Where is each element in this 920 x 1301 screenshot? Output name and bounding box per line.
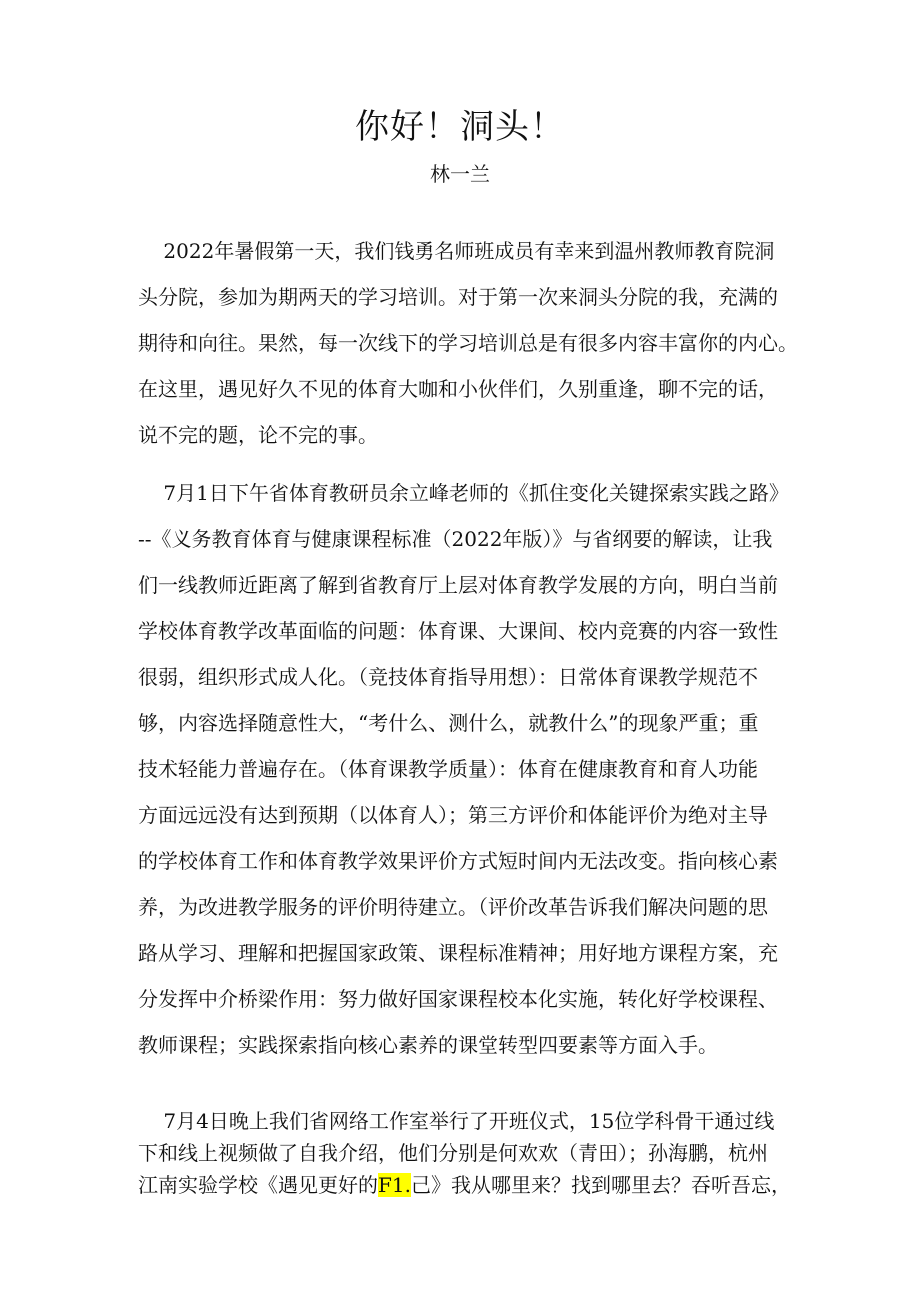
- paragraph-line: 分发挥中介桥梁作用：努力做好国家课程校本化实施，转化好学校课程、: [138, 987, 778, 1011]
- paragraph-line: 头分院，参加为期两天的学习培训。对于第一次来洞头分院的我，充满的: [138, 285, 778, 309]
- paragraph-line: 下和线上视频做了自我介绍，他们分别是何欢欢（青田）；孙海鹏，杭州: [138, 1141, 768, 1165]
- paragraph-line: 很弱，组织形式成人化。（竞技体育指导用想）：日常体育课教学规范不: [138, 665, 758, 689]
- paragraph-3: [138, 1105, 798, 1201]
- text-after-highlight: 己》我从哪里来？找到哪里去？吞听吾忘，: [410, 1173, 791, 1197]
- paragraph-line: 在这里，遇见好久不见的体育大咖和小伙伴们，久别重逢，聊不完的话，: [138, 377, 778, 401]
- paragraph-line-last: [138, 1169, 798, 1201]
- document-author: 林一兰: [430, 162, 490, 186]
- paragraph-line: 养，为改进教学服务的评价明待建立。（评价改革告诉我们解决问题的思: [138, 895, 768, 919]
- paragraph-line: 2022年暑假第一天，我们钱勇名师班成员有幸来到温州教师教育院洞: [138, 239, 775, 263]
- paragraph-line: --《义务教育体育与健康课程标准（2022年版）》与省纲要的解读，让我: [138, 527, 773, 551]
- paragraph-line: 路从学习、理解和把握国家政策、课程标准精神；用好地方课程方案，充: [138, 941, 778, 965]
- paragraph-line: 学校体育教学改革面临的问题：体育课、大课间、校内竞赛的内容一致性: [138, 619, 778, 643]
- paragraph-line: 7月4日晚上我们省网络工作室举行了开班仪式，15位学科骨干通过线: [138, 1109, 775, 1133]
- paragraph-line: 们一线教师近距离了解到省教育厅上层对体育教学发展的方向，明白当前: [138, 573, 778, 597]
- paragraph-line: 7月1日下午省体育教研员余立峰老师的《抓住变化关键探索实践之路》: [138, 481, 789, 505]
- paragraph-line: 技术轻能力普遍存在。（体育课教学质量）：体育在健康教育和育人功能: [138, 757, 758, 781]
- paragraph-1: [138, 228, 798, 458]
- paragraph-line: 方面远远没有达到预期（以体育人）；第三方评价和体能评价为绝对主导: [138, 803, 768, 827]
- text-before-highlight: 江南实验学校《遇见更好的: [138, 1173, 378, 1197]
- paragraph-line: 教师课程；实践探索指向核心素养的课堂转型四要素等方面入手。: [138, 1033, 718, 1057]
- paragraph-2: [138, 470, 798, 1068]
- highlighted-text: F1.: [378, 1173, 411, 1197]
- paragraph-line: 够，内容选择随意性大，“考什么、测什么，就教什么”的现象严重；重: [138, 711, 759, 735]
- paragraph-line: 说不完的题，论不完的事。: [138, 423, 378, 447]
- paragraph-line: 的学校体育工作和体育教学效果评价方式短时间内无法改变。指向核心素: [138, 849, 778, 873]
- paragraph-line: 期待和向往。果然，每一次线下的学习培训总是有很多内容丰富你的内心。: [138, 331, 798, 355]
- document-title: 你好！洞头！: [355, 107, 565, 147]
